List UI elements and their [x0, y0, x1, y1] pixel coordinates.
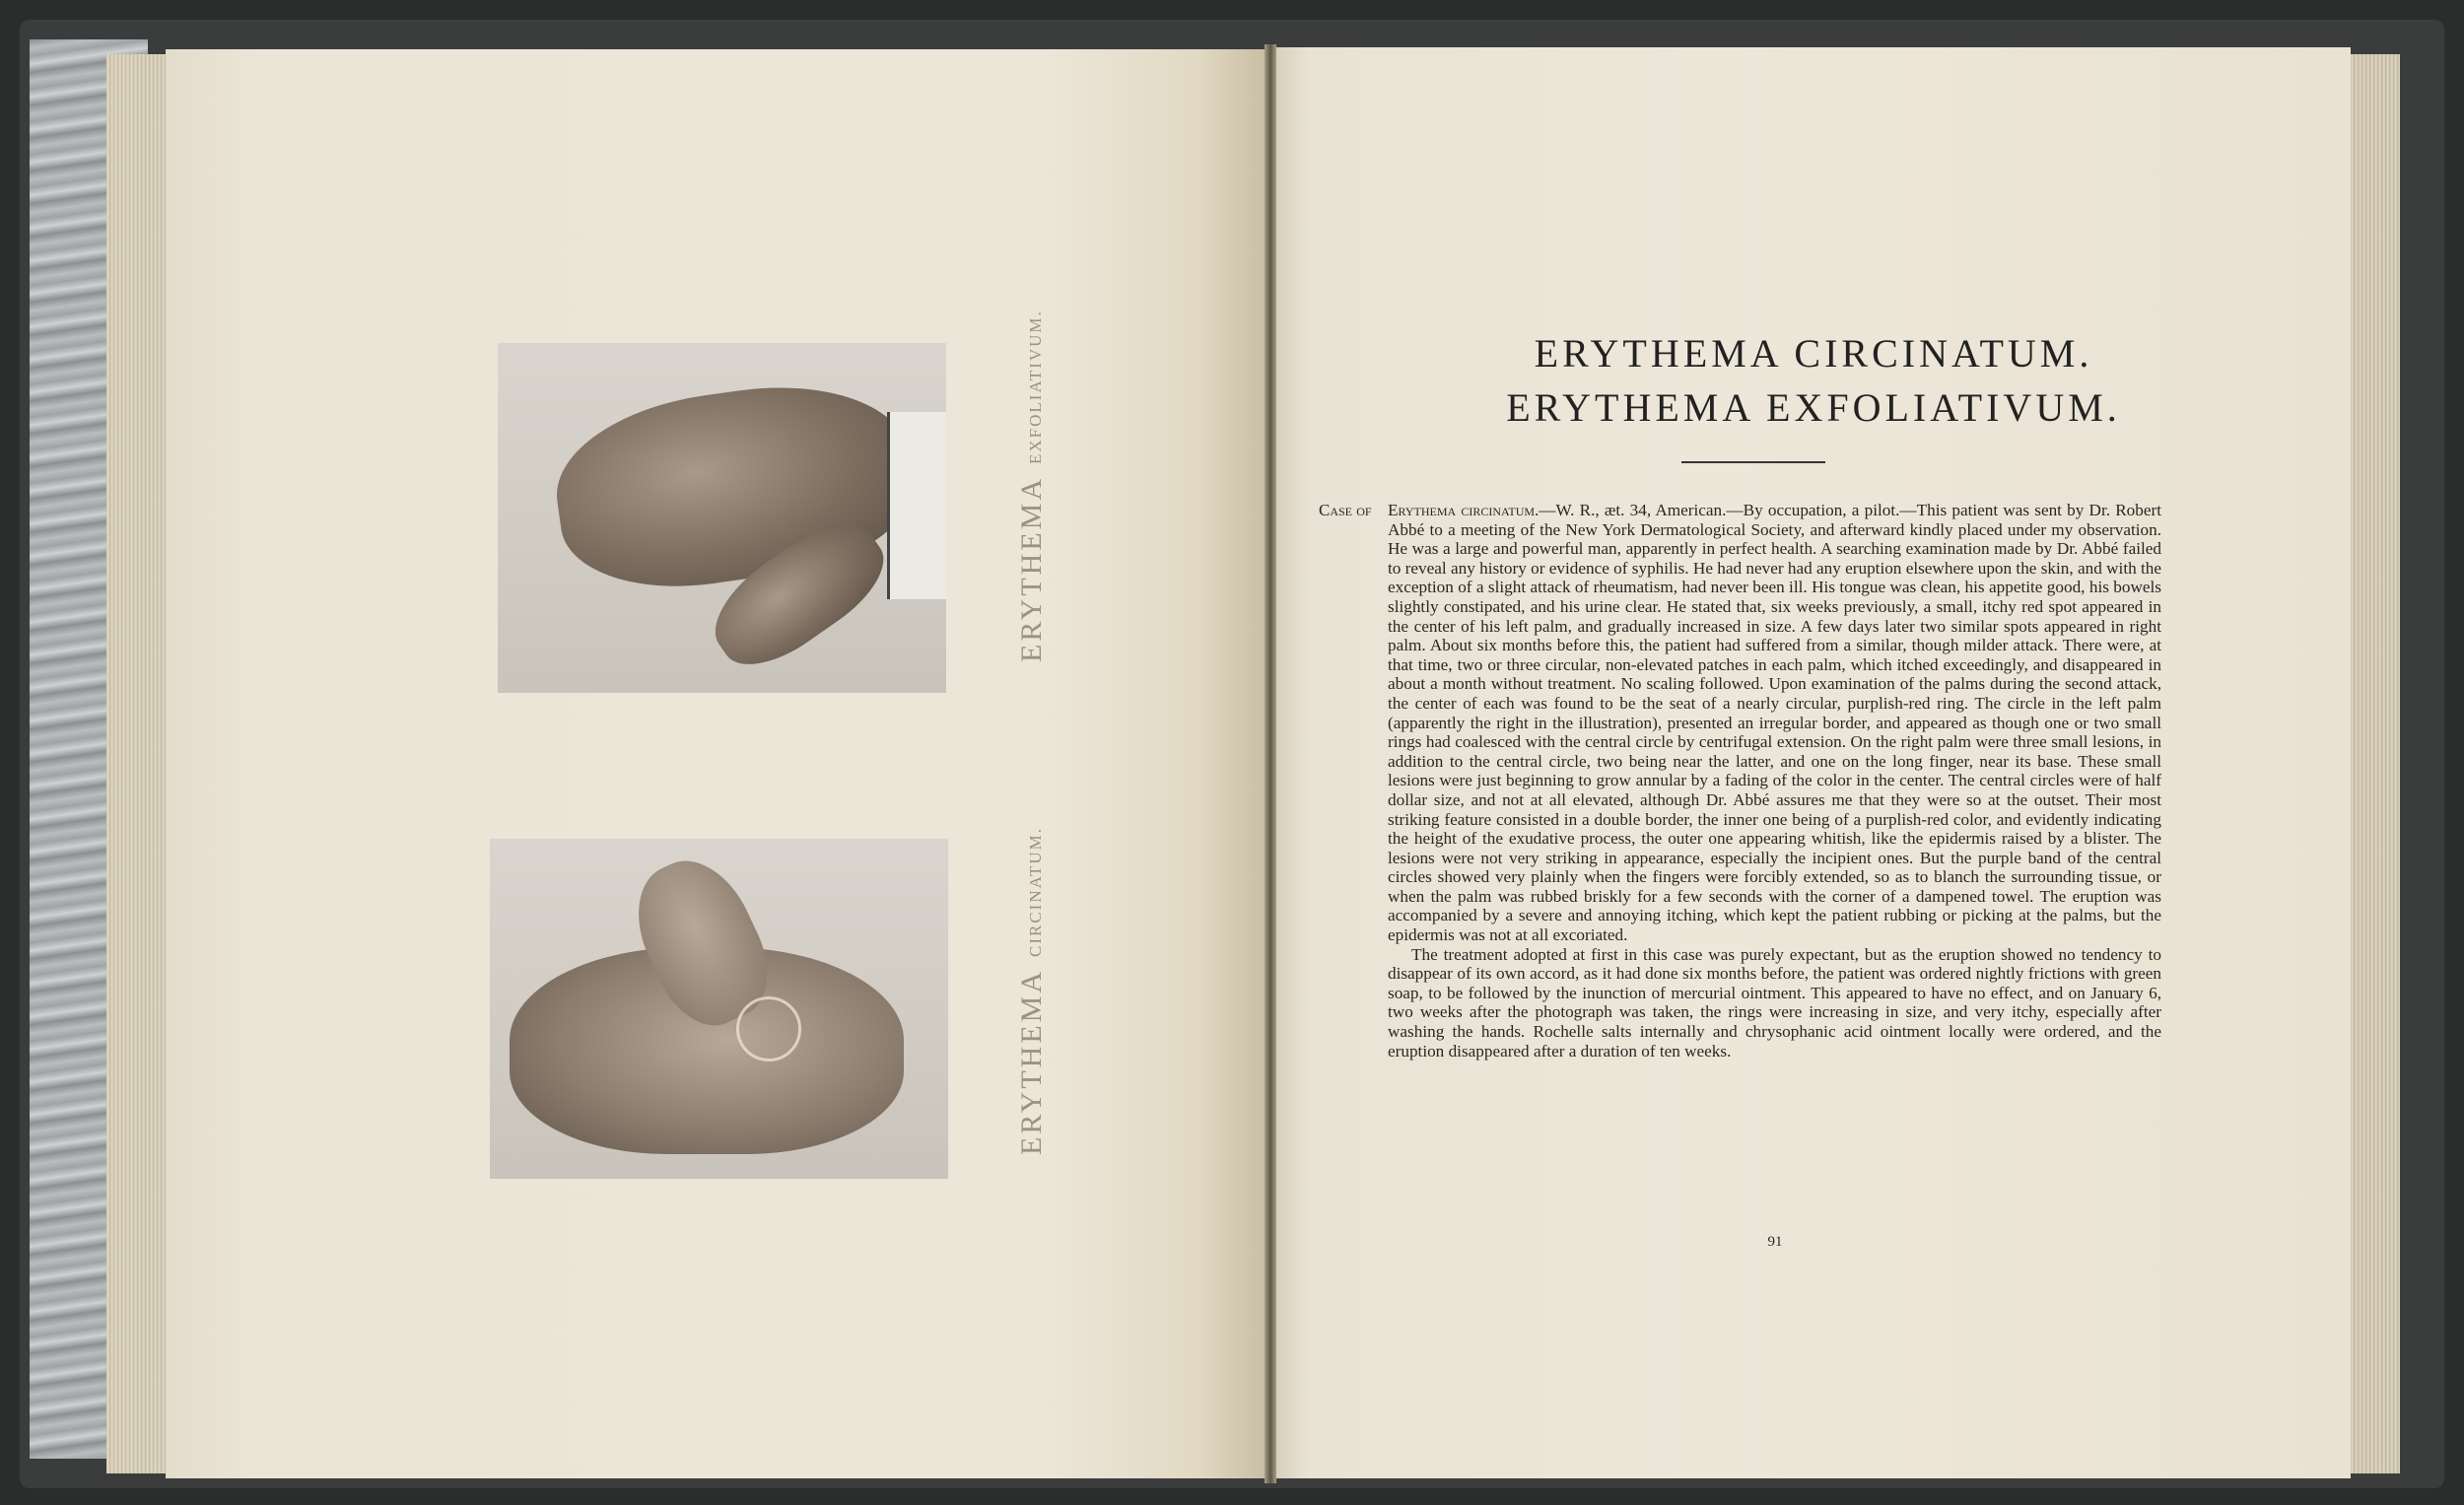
plate-label-exfoliativum [1015, 309, 1049, 662]
plate-label-main: ERYTHEMA [1015, 969, 1048, 1155]
sleeve-cuff [887, 412, 946, 599]
plate-photo-circinatum [490, 839, 948, 1179]
case-name: Erythema circinatum. [1388, 501, 1540, 519]
plate-photo-exfoliativum [498, 343, 946, 693]
paragraph-1-text: —W. R., æt. 34, American.—By occupation, a pilot.—This patient was sent by Dr. Robert Abbé to a meeting of the New York Dermatological Society, and afterward kindly placed under my observation. He was a large and powerful man, apparently in perfect health. A searching examination made by Dr. Abbé failed to reveal any history or evidence of syphilis. He had never had any eruption elsewhere upon the skin, and with the exception of a slight attack of rheumatism, had never been ill. His tongue was clean, his appetite good, his bowels slightly constipated, and his urine clear. He stated that, six weeks previously, a small, itchy red spot appeared in the center of his left palm, and gradually increased in size. A few days later two similar spots appeared in right palm. About six months before this, the patient had suffered from a similar, though milder attack. There were, at that time, two or three circular, non-elevated patches in each palm, which itched exceedingly, and disappeared in about a month without treatment. No scaling followed. Upon examination of the palms during the second attack, the center of each was found to be the seat of a nearly circular, purplish-red ring. The circle in the left palm (apparently the right in the illustration), presented an irregular border, and appeared as though one or two small rings had coalesced with the central circle by centrifugal extension. On the right palm were three small lesions, in addition to the central circle, two being near the latter, and one on the long finger, near its base. These small lesions were just beginning to grow annular by a fading of the color in the center. The central circles were of half dollar size, and not at all elevated, although Dr. Abbé assures me that they were so at the outset. Their most striking feature consisted in a double border, the inner one being of a purplish-red color, and evidently indicating the height of the exudative process, the outer one appearing whitish, like the epidermis raised by a blister. The lesions were not very striking in appearance, especially the incipient ones. But the purple band of the central circles showed very plainly when the fingers were forcibly extended, so as to blanch the surrounding tissue, or when the palm was rubbed briskly for a few seconds with the corner of a dampened towel. The eruption was accompanied by a severe and annoying itching, which kept the patient rubbing or picking at the palms, but the epidermis was not at all excoriated. [1388, 501, 2161, 945]
page-number: 91 [1767, 1234, 1783, 1250]
plate-label-sub: CIRCINATUM. [1026, 826, 1045, 957]
case-label: Case of [1319, 501, 1372, 519]
plate-label-sub: EXFOLIATIVUM. [1026, 309, 1045, 464]
paragraph-2: The treatment adopted at first in this case was purely expectant, but as the eruption showed no tendency to disappear of its own accord, as it had done six months before, the patient was ordered nightly frictions with green soap, to be followed by the inunction of mercurial ointment. This appeared to have no effect, and on January 6, two weeks after the photograph was taken, the rings were increasing in size, and very itchy, especially after washing the hands. Rochelle salts internally and chrysophanic acid ointment locally were ordered, and the eruption disappeared after a duration of ten weeks. [1388, 944, 2161, 1060]
page-edges-left [106, 54, 168, 1473]
page-edges-right [2351, 54, 2400, 1473]
title-rule [1681, 461, 1825, 463]
plate-label-main: ERYTHEMA [1015, 476, 1048, 662]
paragraph-1 [1388, 501, 2161, 945]
book-gutter [1265, 44, 1276, 1483]
plate-label-circinatum [1015, 827, 1049, 1155]
left-page [166, 49, 1265, 1478]
page-title-line-1: ERYTHEMA CIRCINATUM. [1534, 331, 2093, 376]
page-title-line-2: ERYTHEMA EXFOLIATIVUM. [1506, 385, 2121, 430]
case-report-text [1319, 501, 2161, 1060]
lesion-ring [736, 996, 801, 1061]
